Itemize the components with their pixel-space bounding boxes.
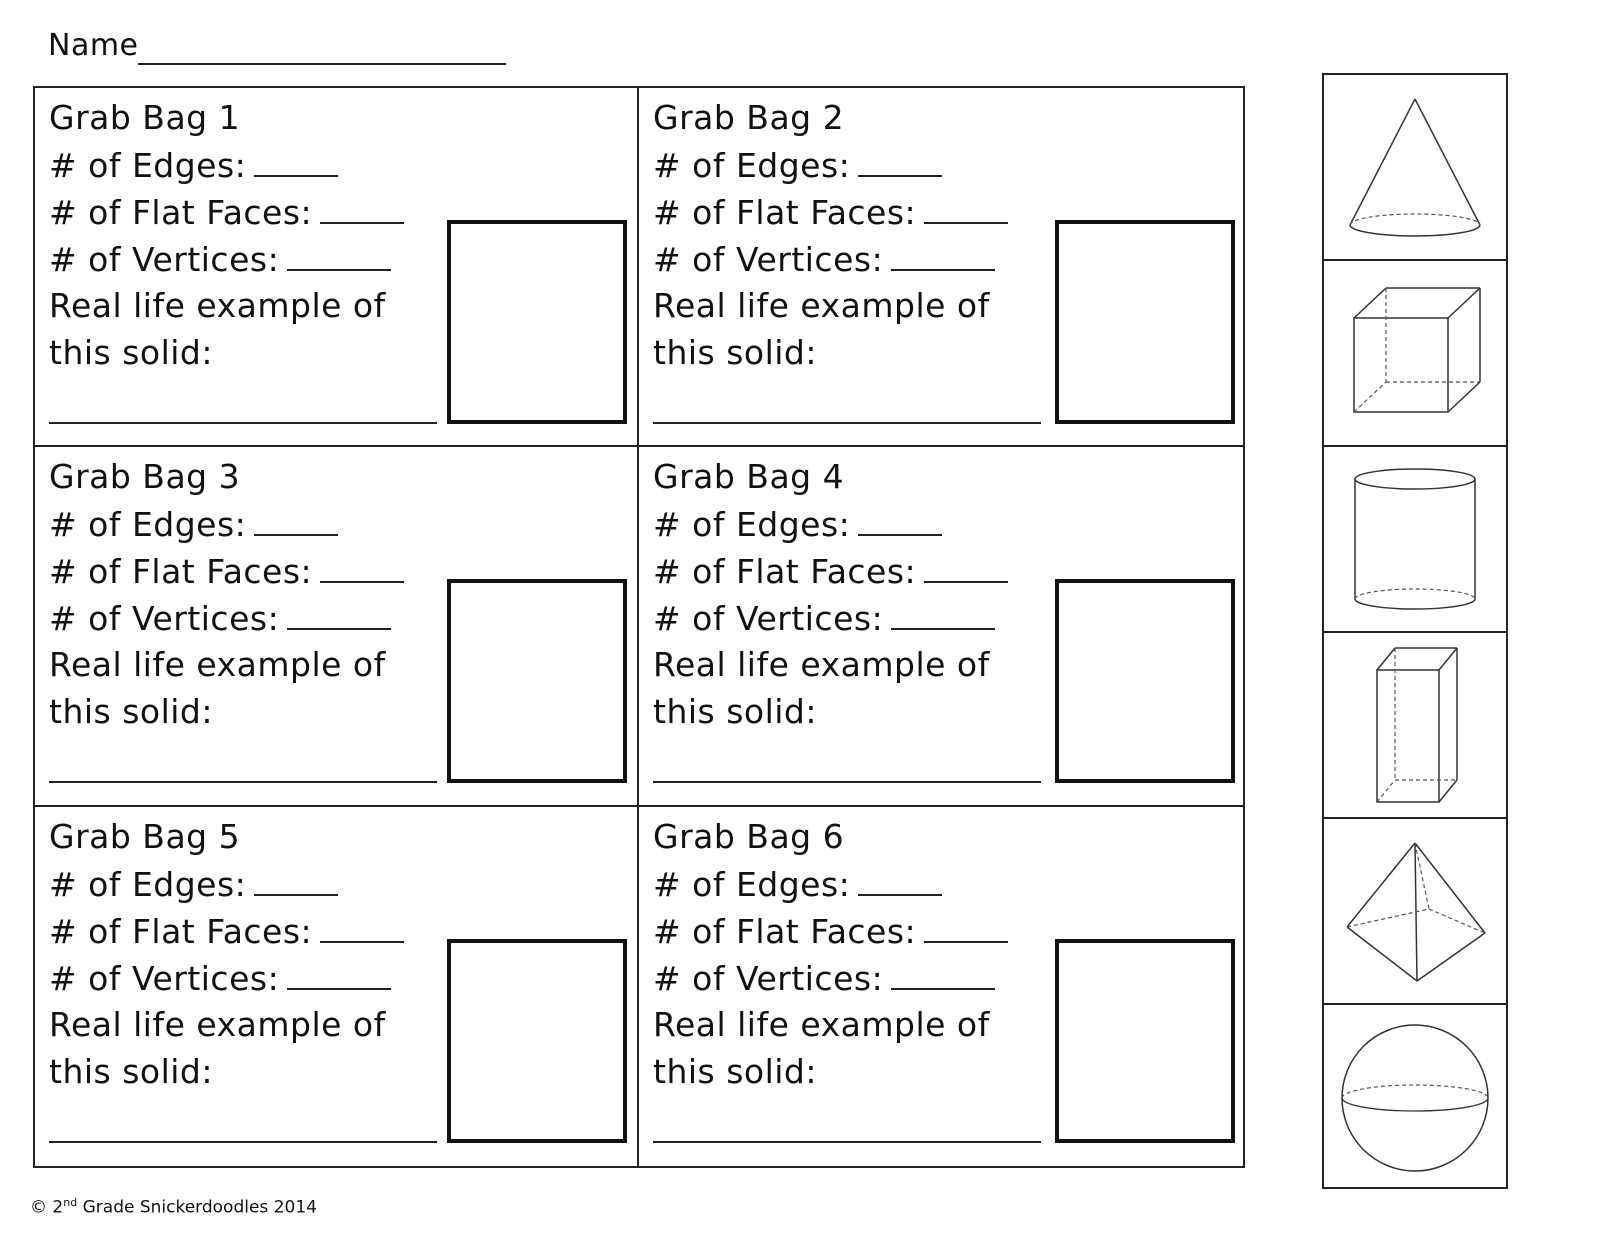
example-label-line2: this solid: [49,333,213,372]
grab-bag-title: Grab Bag 4 [653,457,845,497]
edges-blank[interactable] [254,504,338,536]
example-answer-line[interactable] [49,1141,437,1143]
name-field-line[interactable] [138,63,506,65]
copyright-footer [30,1196,317,1218]
example-answer-line[interactable] [653,781,1041,783]
edges-label: # of Edges: [653,505,851,545]
example-label-line1: Real life example of [653,1004,990,1044]
square-pyramid-icon [1335,831,1495,991]
vertices-row [49,239,391,280]
example-label-line2: this solid: [49,692,213,732]
edges-label: # of Edges: [49,505,247,545]
vertices-label: # of Vertices: [653,240,884,279]
vertices-row [653,598,995,639]
edges-row [653,145,942,186]
vertices-blank[interactable] [287,598,391,630]
vertices-blank[interactable] [287,239,391,271]
grab-bag-grid [33,86,1245,1168]
grab-bag-cell-3 [35,447,639,806]
flat-faces-blank[interactable] [320,911,404,943]
footer-text: Grade Snickerdoodles 2014 [82,1197,317,1218]
vertices-row [49,958,391,999]
edges-label: # of Edges: [49,146,247,185]
shape-cell-rectangular-prism [1324,633,1506,819]
edges-blank[interactable] [254,145,338,177]
vertices-blank[interactable] [891,598,995,630]
name-label: Name [48,28,139,63]
vertices-label: # of Vertices: [49,240,280,279]
example-label-line1: Real life example of [49,645,386,685]
vertices-blank[interactable] [891,239,995,271]
cone-icon [1340,87,1490,247]
flat-faces-blank[interactable] [924,911,1008,943]
flat-faces-label: # of Flat Faces: [653,193,917,232]
example-label-line2: this solid: [653,333,817,372]
vertices-row [49,598,391,639]
example-answer-line[interactable] [653,422,1041,424]
example-label-line2: this solid: [653,692,817,732]
example-answer-line[interactable] [49,422,437,424]
grab-bag-title: Grab Bag 2 [653,98,845,137]
flat-faces-blank[interactable] [924,551,1008,583]
example-answer-line[interactable] [653,1141,1041,1143]
drawing-box[interactable] [447,220,627,424]
vertices-label: # of Vertices: [653,958,884,998]
grab-bag-cell-2 [639,88,1243,447]
grade-number: 2 [52,1197,64,1218]
grab-bag-cell-4 [639,447,1243,806]
shape-cell-cube [1324,261,1506,447]
flat-faces-row [49,911,404,952]
drawing-box[interactable] [447,939,627,1143]
rectangular-prism-icon [1365,640,1465,810]
grab-bag-title: Grab Bag 5 [49,816,241,856]
flat-faces-row [653,911,1008,952]
flat-faces-row [653,551,1008,592]
flat-faces-blank[interactable] [924,192,1008,224]
copyright-symbol: © [30,1197,47,1218]
vertices-label: # of Vertices: [653,599,884,639]
drawing-box[interactable] [1055,220,1235,424]
shape-reference-strip [1322,73,1508,1189]
edges-blank[interactable] [254,864,338,896]
flat-faces-label: # of Flat Faces: [49,193,313,232]
flat-faces-row [49,551,404,592]
flat-faces-label: # of Flat Faces: [49,552,313,592]
vertices-blank[interactable] [891,958,995,990]
sphere-icon [1335,1018,1495,1178]
example-label-line2: this solid: [49,1051,213,1091]
grade-suffix: nd [63,1196,78,1209]
cylinder-icon [1345,459,1485,619]
example-label-line2: this solid: [653,1051,817,1091]
edges-row [653,504,942,545]
cube-icon [1340,278,1490,428]
example-label-line1: Real life example of [49,286,386,325]
example-label-line1: Real life example of [653,645,990,685]
grab-bag-cell-1 [35,88,639,447]
edges-label: # of Edges: [49,864,247,904]
flat-faces-row [653,192,1008,233]
edges-label: # of Edges: [653,864,851,904]
grab-bag-title: Grab Bag 6 [653,816,845,856]
flat-faces-row [49,192,404,233]
edges-row [49,145,338,186]
flat-faces-label: # of Flat Faces: [653,911,917,951]
vertices-blank[interactable] [287,958,391,990]
vertices-label: # of Vertices: [49,958,280,998]
flat-faces-label: # of Flat Faces: [653,552,917,592]
edges-blank[interactable] [858,145,942,177]
example-label-line1: Real life example of [653,286,990,325]
grab-bag-cell-5 [35,807,639,1166]
grab-bag-title: Grab Bag 3 [49,457,241,497]
edges-blank[interactable] [858,504,942,536]
flat-faces-blank[interactable] [320,551,404,583]
drawing-box[interactable] [447,579,627,783]
flat-faces-blank[interactable] [320,192,404,224]
edges-row [49,504,338,545]
drawing-box[interactable] [1055,579,1235,783]
edges-blank[interactable] [858,864,942,896]
grab-bag-title: Grab Bag 1 [49,98,241,137]
shape-cell-cylinder [1324,447,1506,633]
edges-row [49,864,338,905]
flat-faces-label: # of Flat Faces: [49,911,313,951]
vertices-label: # of Vertices: [49,599,280,639]
shape-cell-sphere [1324,1005,1506,1191]
vertices-row [653,239,995,280]
example-label-line1: Real life example of [49,1004,386,1044]
example-answer-line[interactable] [49,781,437,783]
drawing-box[interactable] [1055,939,1235,1143]
shape-cell-cone [1324,75,1506,261]
edges-row [653,864,942,905]
shape-cell-square-pyramid [1324,819,1506,1005]
edges-label: # of Edges: [653,146,851,185]
grab-bag-cell-6 [639,807,1243,1166]
vertices-row [653,958,995,999]
